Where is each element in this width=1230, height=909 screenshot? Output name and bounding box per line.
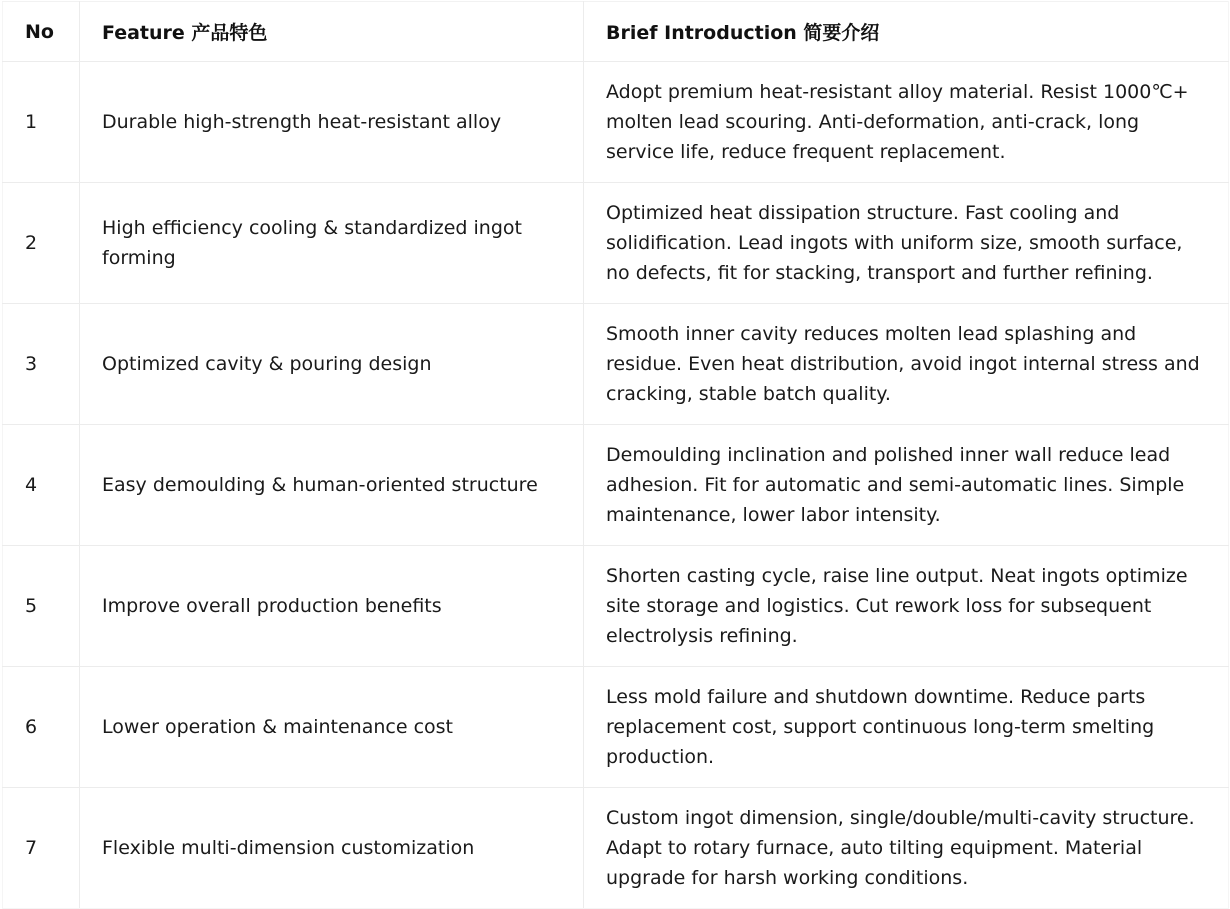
- row-intro: Adopt premium heat-resistant alloy material. Resist 1000℃+ molten lead scouring. Anti-deformation, anti-crack, long service life, reduce frequent replacement.: [584, 62, 1229, 183]
- row-number: 6: [3, 667, 80, 788]
- row-feature: Durable high-strength heat-resistant alloy: [80, 62, 584, 183]
- row-intro: Custom ingot dimension, single/double/multi-cavity structure. Adapt to rotary furnace, auto tilting equipment. Material upgrade for harsh working conditions.: [584, 788, 1229, 909]
- row-number: 5: [3, 546, 80, 667]
- table-row: [3, 304, 1229, 425]
- row-intro: Smooth inner cavity reduces molten lead splashing and residue. Even heat distribution, avoid ingot internal stress and cracking, stable batch quality.: [584, 304, 1229, 425]
- row-feature: High efficiency cooling & standardized ingot forming: [80, 183, 584, 304]
- row-intro: Shorten casting cycle, raise line output. Neat ingots optimize site storage and logistics. Cut rework loss for subsequent electrolysis refining.: [584, 546, 1229, 667]
- row-feature: Flexible multi-dimension customization: [80, 788, 584, 909]
- row-number: 2: [3, 183, 80, 304]
- table-row: [3, 183, 1229, 304]
- feature-table-container: [2, 1, 1228, 907]
- row-number: 7: [3, 788, 80, 909]
- row-feature: Lower operation & maintenance cost: [80, 667, 584, 788]
- header-no: No: [3, 2, 80, 62]
- row-intro: Demoulding inclination and polished inner wall reduce lead adhesion. Fit for automatic and semi-automatic lines. Simple maintenance, lower labor intensity.: [584, 425, 1229, 546]
- row-number: 1: [3, 62, 80, 183]
- row-feature: Optimized cavity & pouring design: [80, 304, 584, 425]
- table-row: [3, 62, 1229, 183]
- row-feature: Easy demoulding & human-oriented structure: [80, 425, 584, 546]
- row-feature: Improve overall production benefits: [80, 546, 584, 667]
- row-intro: Less mold failure and shutdown downtime. Reduce parts replacement cost, support continuous long-term smelting production.: [584, 667, 1229, 788]
- table-row: [3, 667, 1229, 788]
- table-header-row: [3, 2, 1229, 62]
- feature-table: [2, 1, 1229, 909]
- header-feature: Feature 产品特色: [80, 2, 584, 62]
- row-intro: Optimized heat dissipation structure. Fast cooling and solidification. Lead ingots with uniform size, smooth surface, no defects, fit for stacking, transport and further refining.: [584, 183, 1229, 304]
- header-intro: Brief Introduction 简要介绍: [584, 2, 1229, 62]
- row-number: 3: [3, 304, 80, 425]
- table-row: [3, 425, 1229, 546]
- row-number: 4: [3, 425, 80, 546]
- table-row: [3, 546, 1229, 667]
- table-row: [3, 788, 1229, 909]
